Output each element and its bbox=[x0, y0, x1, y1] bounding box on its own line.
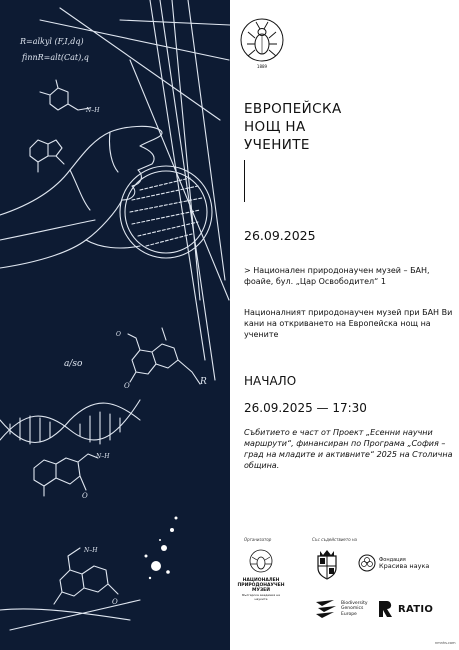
ink-splatter bbox=[145, 517, 178, 580]
organizer-label: Организатор bbox=[244, 537, 272, 542]
petri-dish-sketch bbox=[120, 166, 212, 258]
title-line-1: ЕВРОПЕЙСКА bbox=[244, 101, 342, 117]
ratio-r-icon bbox=[378, 600, 394, 618]
aiso-label: a/so bbox=[64, 359, 83, 369]
info-panel bbox=[230, 0, 459, 650]
organizer-sub: Българска академия на науките bbox=[242, 593, 280, 601]
biodiversity-line-1: Biodiversity bbox=[341, 600, 368, 606]
formula-line-2: finnR=alt(Cat),q bbox=[22, 53, 89, 62]
gloved-hand-sketch bbox=[0, 126, 162, 268]
fondacia-line-1: Фондация bbox=[379, 557, 406, 563]
organizer-name-1: НАЦИОНАЛЕН bbox=[242, 578, 280, 583]
svg-text:N–H: N–H bbox=[84, 547, 98, 554]
fondacia-logo bbox=[358, 554, 429, 572]
biodiversity-line-2: Genomics bbox=[341, 606, 364, 612]
biodiversity-line-3: Europe bbox=[341, 611, 357, 617]
title-line-3: УЧЕНИТЕ bbox=[244, 137, 310, 153]
n-h-label: N–H bbox=[86, 107, 100, 114]
organizer-beetle-icon bbox=[236, 548, 286, 574]
fondacia-line-2: Красива наука bbox=[379, 562, 430, 570]
biodiversity-genomics-logo bbox=[314, 598, 368, 620]
title-line-2: НОЩ НА bbox=[244, 119, 306, 135]
organizer-logo bbox=[236, 548, 286, 601]
biodiversity-stripes-icon bbox=[314, 598, 338, 620]
dna-helix-sketch bbox=[0, 400, 140, 444]
partners-label: Със съдействието на bbox=[312, 537, 358, 542]
fondacia-flower-icon bbox=[358, 554, 376, 572]
svg-text:O: O bbox=[82, 492, 88, 500]
logo-year: 1889 bbox=[256, 64, 268, 69]
formula-line-1: R=alkyl (F,I,dq) bbox=[20, 37, 84, 46]
event-date: 26.09.2025 bbox=[244, 228, 316, 243]
molecule-sketch-2 bbox=[116, 328, 207, 390]
r-label: R bbox=[200, 377, 207, 387]
sofia-coat-of-arms-logo bbox=[314, 550, 340, 580]
organizer-name-2: ПРИРОДОНАУЧЕН bbox=[237, 583, 285, 588]
start-label: НАЧАЛО bbox=[244, 374, 297, 388]
organizer-name-3: МУЗЕЙ bbox=[252, 588, 270, 593]
molecule-sketch-1 bbox=[30, 80, 100, 172]
start-datetime: 26.09.2025 — 17:30 bbox=[244, 401, 367, 415]
svg-text:N–H: N–H bbox=[96, 453, 110, 460]
svg-text:O: O bbox=[112, 598, 118, 606]
vertical-divider bbox=[244, 160, 245, 202]
molecule-sketch-4 bbox=[0, 547, 140, 630]
museum-beetle-logo bbox=[239, 12, 285, 74]
invitation-text: Националният природонаучен музей при БАН Ви кани на откриването на Европейска нощ на учените bbox=[244, 308, 453, 339]
molecule-sketch-3 bbox=[34, 453, 110, 500]
svg-text:O: O bbox=[124, 382, 130, 390]
ratio-logo bbox=[378, 600, 433, 618]
project-note: Събитието е част от Проект „Есенни научни маршрути“, финансиран по Програма „София – град на младите и активните“ 2025 на Столична община. bbox=[244, 428, 453, 470]
venue-address: > Национален природонаучен музей – БАН, фоайе, бул. „Цар Освободител“ 1 bbox=[244, 266, 430, 286]
ratio-text: RATIO bbox=[398, 603, 434, 615]
svg-text:O: O bbox=[116, 331, 121, 338]
event-title bbox=[244, 100, 342, 154]
website: nmnhs.com bbox=[435, 641, 456, 645]
